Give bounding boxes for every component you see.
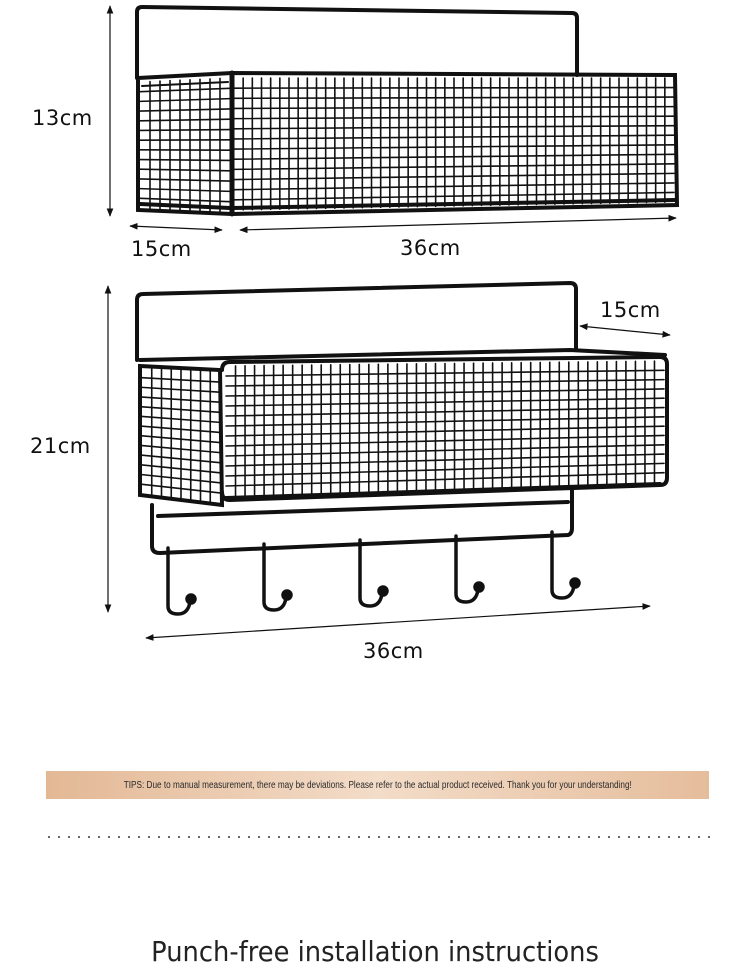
bottom-depth-label: 15cm (600, 298, 661, 322)
hook (264, 544, 286, 610)
hook-ball (283, 591, 291, 599)
dotted-divider (44, 836, 710, 838)
top-height-label: 13cm (32, 106, 93, 130)
tips-banner (46, 771, 709, 799)
bottom-wall-basket (137, 283, 667, 614)
hook (456, 536, 478, 602)
bottom-height-label: 21cm (30, 434, 91, 458)
top-wall-basket (137, 7, 677, 214)
hook (552, 532, 574, 598)
tips-text: TIPS: Due to manual measurement, there may be deviations. Please refer to the actual product received. Thank you for your understanding! (123, 779, 632, 791)
top-depth-label: 15cm (131, 237, 192, 261)
hook (360, 540, 382, 606)
hook-ball (571, 579, 579, 587)
bottom-width-label: 36cm (363, 639, 424, 663)
hook-ball (379, 587, 387, 595)
section-heading: Punch-free installation instructions (151, 935, 599, 968)
hook-ball (475, 583, 483, 591)
hook (168, 548, 190, 614)
top-width-label: 36cm (400, 236, 461, 260)
hook-ball (187, 595, 195, 603)
